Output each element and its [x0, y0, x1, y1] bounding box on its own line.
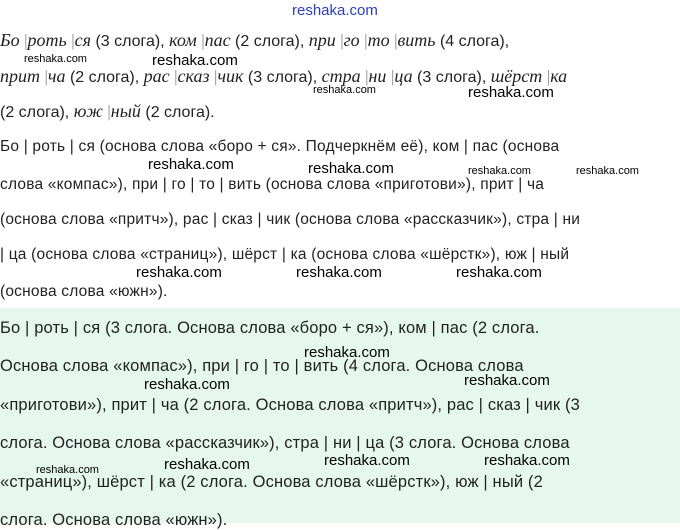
basis-line: (основа слова «притч»), рас | сказ | чик (основа слова «рассказчик»), стра | ни: [0, 211, 581, 228]
syllable-count: (3 слога),: [243, 69, 322, 86]
syllable-text: то: [367, 30, 395, 50]
syllable-divider: |: [546, 67, 551, 86]
answer-line: «приготови»), прит | ча (2 слога. Основа слова «притч»), рас | сказ | чик (3: [0, 396, 580, 414]
watermark: reshaka.com: [313, 84, 376, 96]
syllable-text: шёрст: [490, 66, 547, 86]
syllable-text: пас: [204, 30, 231, 50]
watermark: reshaka.com: [24, 53, 87, 65]
syllable-divider: |: [71, 31, 75, 50]
watermark: reshaka.com: [576, 165, 639, 177]
watermark: reshaka.com: [324, 452, 410, 469]
watermark: reshaka.com: [148, 156, 234, 173]
syllable-count: (2 слога),: [230, 33, 309, 50]
answer-line: слога. Основа слова «южн»).: [0, 511, 228, 529]
watermark: reshaka.com: [36, 464, 99, 476]
answer-line: слога. Основа слова «рассказчик»), стра | ни | ца (3 слога. Основа слова: [0, 434, 570, 452]
watermark: reshaka.com: [296, 264, 382, 281]
watermark: reshaka.com: [468, 84, 554, 101]
syllable-text: ча: [47, 66, 66, 86]
basis-line: (основа слова «южн»).: [0, 283, 168, 300]
watermark: reshaka.com: [484, 452, 570, 469]
syllable-text: Бо: [0, 30, 25, 50]
syllable-count: (2 слога).: [140, 104, 215, 121]
syllables-line-3: [0, 101, 215, 122]
syllable-text: вить: [397, 30, 436, 50]
watermark: reshaka.com: [456, 264, 542, 281]
syllable-text: рас: [143, 66, 175, 86]
syllable-divider: |: [44, 67, 48, 86]
answer-line: Основа слова «компас»), при | го | то | вить (4 слога. Основа слова: [0, 357, 524, 375]
syllable-text: юж: [73, 101, 108, 121]
watermark: reshaka.com: [308, 160, 394, 177]
syllables-line-1: [0, 30, 509, 51]
basis-line: слова «компас»), при | го | то | вить (основа слова «приготови»), прит | ча: [0, 176, 545, 193]
syllable-text: ный: [110, 101, 141, 121]
syllable-divider: |: [394, 31, 398, 50]
syllable-divider: |: [364, 31, 368, 50]
syllable-text: при: [308, 30, 341, 50]
syllable-count: (2 слога),: [65, 69, 144, 86]
syllable-text: ни: [368, 66, 391, 86]
watermark: reshaka.com: [464, 372, 550, 389]
watermark: reshaka.com: [152, 52, 238, 69]
syllable-text: чик: [217, 66, 244, 86]
basis-line: | ца (основа слова «страниц»), шёрст | ка (основа слова «шёрстк»), юж | ный: [0, 246, 570, 263]
syllable-divider: |: [201, 31, 205, 50]
syllable-text: ся: [74, 30, 91, 50]
watermark: reshaka.com: [136, 264, 222, 281]
syllable-count: (4 слога),: [435, 33, 510, 50]
site-header[interactable]: reshaka.com: [292, 2, 378, 19]
syllable-text: сказ: [177, 66, 215, 86]
syllable-divider: |: [24, 31, 28, 50]
syllable-text: ца: [394, 66, 413, 86]
basis-line: Бо | роть | ся (основа слова «боро + ся». Подчеркнём её), ком | пас (основа: [0, 138, 560, 155]
watermark: reshaka.com: [164, 456, 250, 473]
syllable-count: (3 слога),: [412, 69, 491, 86]
syllable-divider: |: [340, 31, 344, 50]
syllable-divider: |: [365, 67, 369, 86]
answer-line: «страниц»), шёрст | ка (2 слога. Основа слова «шёрстк»), юж | ный (2: [0, 473, 543, 491]
syllable-text: го: [343, 30, 365, 50]
syllable-text: прит: [0, 66, 45, 86]
watermark: reshaka.com: [144, 376, 230, 393]
syllable-divider: |: [214, 67, 218, 86]
watermark: reshaka.com: [304, 344, 390, 361]
syllable-count: (2 слога),: [0, 104, 74, 121]
watermark: reshaka.com: [468, 165, 531, 177]
syllable-text: стра: [321, 66, 366, 86]
syllable-divider: |: [174, 67, 178, 86]
syllable-text: ком: [169, 30, 202, 50]
syllable-divider: |: [107, 102, 111, 121]
syllable-text: роть: [27, 30, 72, 50]
syllable-divider: |: [390, 67, 395, 86]
syllable-text: ка: [550, 66, 568, 86]
answer-line: Бо | роть | ся (3 слога. Основа слова «боро + ся»), ком | пас (2 слога.: [0, 319, 540, 337]
syllable-count: (3 слога),: [91, 33, 170, 50]
